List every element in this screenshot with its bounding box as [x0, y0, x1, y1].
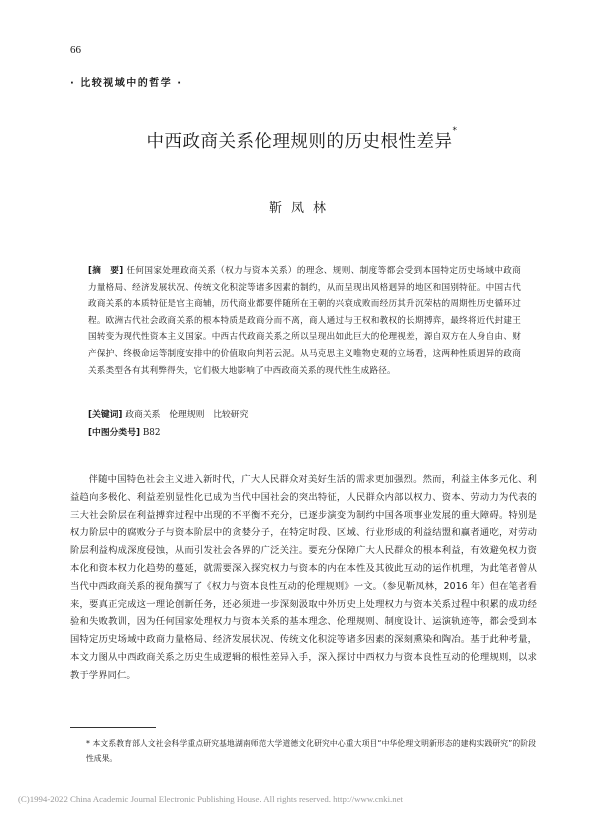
page-number: 66: [70, 44, 81, 56]
keywords-text: 政商关系 伦理规则 比较研究: [125, 410, 249, 420]
article-title: [0, 128, 604, 153]
body-paragraph: 伴随中国特色社会主义进入新时代，广大人民群众对美好生活的需求更加强烈。然而，利益主体多元化、利益趋向多极化、利益差别显性化已成为当代中国社会的突出特征，人民群众内部以权力、资本、劳动力为代表的三大社会阶层在利益搏弈过程中出现的不平衡不充分，已逐步演变为制约中国各项事业发展的重大障碍。特别是权力阶层中的腐败分子与资本阶层中的贪婪分子，在特定时段、区域、行业形成的利益结盟和赢者通吃，对劳动阶层利益构成深度侵蚀，从而引发社会各界的广泛关注。要充分保障广大人民群众的根本利益，有效避免权力资本化和资本权力化趋势的蔓延，就需要深入探究权力与资本的内在本性及其彼此互动的运作机理，为此笔者曾从当代中西政商关系的视角撰写了《权力与资本良性互动的伦理规则》一文。（参见靳凤林，2016 年）但在笔者看来，要真正完成这一理论创新任务，还必须进一步深刻汲取中外历史上处理权力与资本关系过程中积累的成功经验和失败教训，因为任何国家处理权力与资本关系的基本理念、伦理规则、制度设计、运演轨迹等，都会受到本国特定历史场域中政商力量格局、经济发展状况、传统文化积淀等诸多因素的深刻熏染和陶冶。基于此种考量，本文力图从中西政商关系之历史生成逻辑的根性差异入手，深入探讨中西权力与资本良性互动的伦理规则，以求教于学界同仁。: [70, 474, 537, 681]
title-text: 中西政商关系伦理规则的历史根性差异: [146, 132, 453, 152]
classification-text: B82: [142, 428, 161, 438]
footnote: * 本文系教育部人文社会科学重点研究基地湖南师范大学道德文化研究中心重大项目“中华伦理文明新形态的建构实践研究”的阶段性成果。: [86, 739, 536, 763]
abstract-block: [88, 263, 521, 379]
copyright-footer: (C)1994-2022 China Academic Journal Electronic Publishing House. All rights reserved. http://www.cnki.net: [18, 794, 403, 804]
abstract-text: 任何国家处理政商关系（权力与资本关系）的理念、规则、制度等都会受到本国特定历史场域中政商力量格局、经济发展状况、传统文化积淀等诸多因素的制约，从而呈现出风格迥异的地区和国别特征。中国古代政商关系的本质特征是官主商辅，历代商业都要伴随所在王朝的兴衰成败而经历其升沉荣枯的周期性历史循环过程。欧洲古代社会政商关系的根本特质是政商分而不离，商人通过与王权和教权的长期搏弈，最终将近代封建王国转变为现代性资本主义国家。中西古代政商关系之所以呈现出如此巨大的伦理视差，源自双方在人身自由、财产保护、终极命运等制度安排中的价值取向判若云泥。从马克思主义唯物史观的立场看，这两种性质迥异的政商关系类型各有其利弊得失，它们极大地影响了中西政商关系的现代性生成路径。: [88, 266, 521, 376]
keywords-line: [88, 407, 248, 420]
classification-line: [88, 425, 161, 438]
author-name: 靳凤林: [268, 201, 335, 216]
section-label: · 比较视域中的哲学 ·: [70, 78, 183, 89]
classification-tag: [中图分类号]: [88, 428, 141, 438]
keywords-tag: [关键词]: [88, 410, 123, 420]
abstract-tag: [摘 要]: [88, 266, 124, 276]
footnote-divider: [70, 727, 156, 728]
title-footnote-mark: *: [452, 126, 458, 136]
